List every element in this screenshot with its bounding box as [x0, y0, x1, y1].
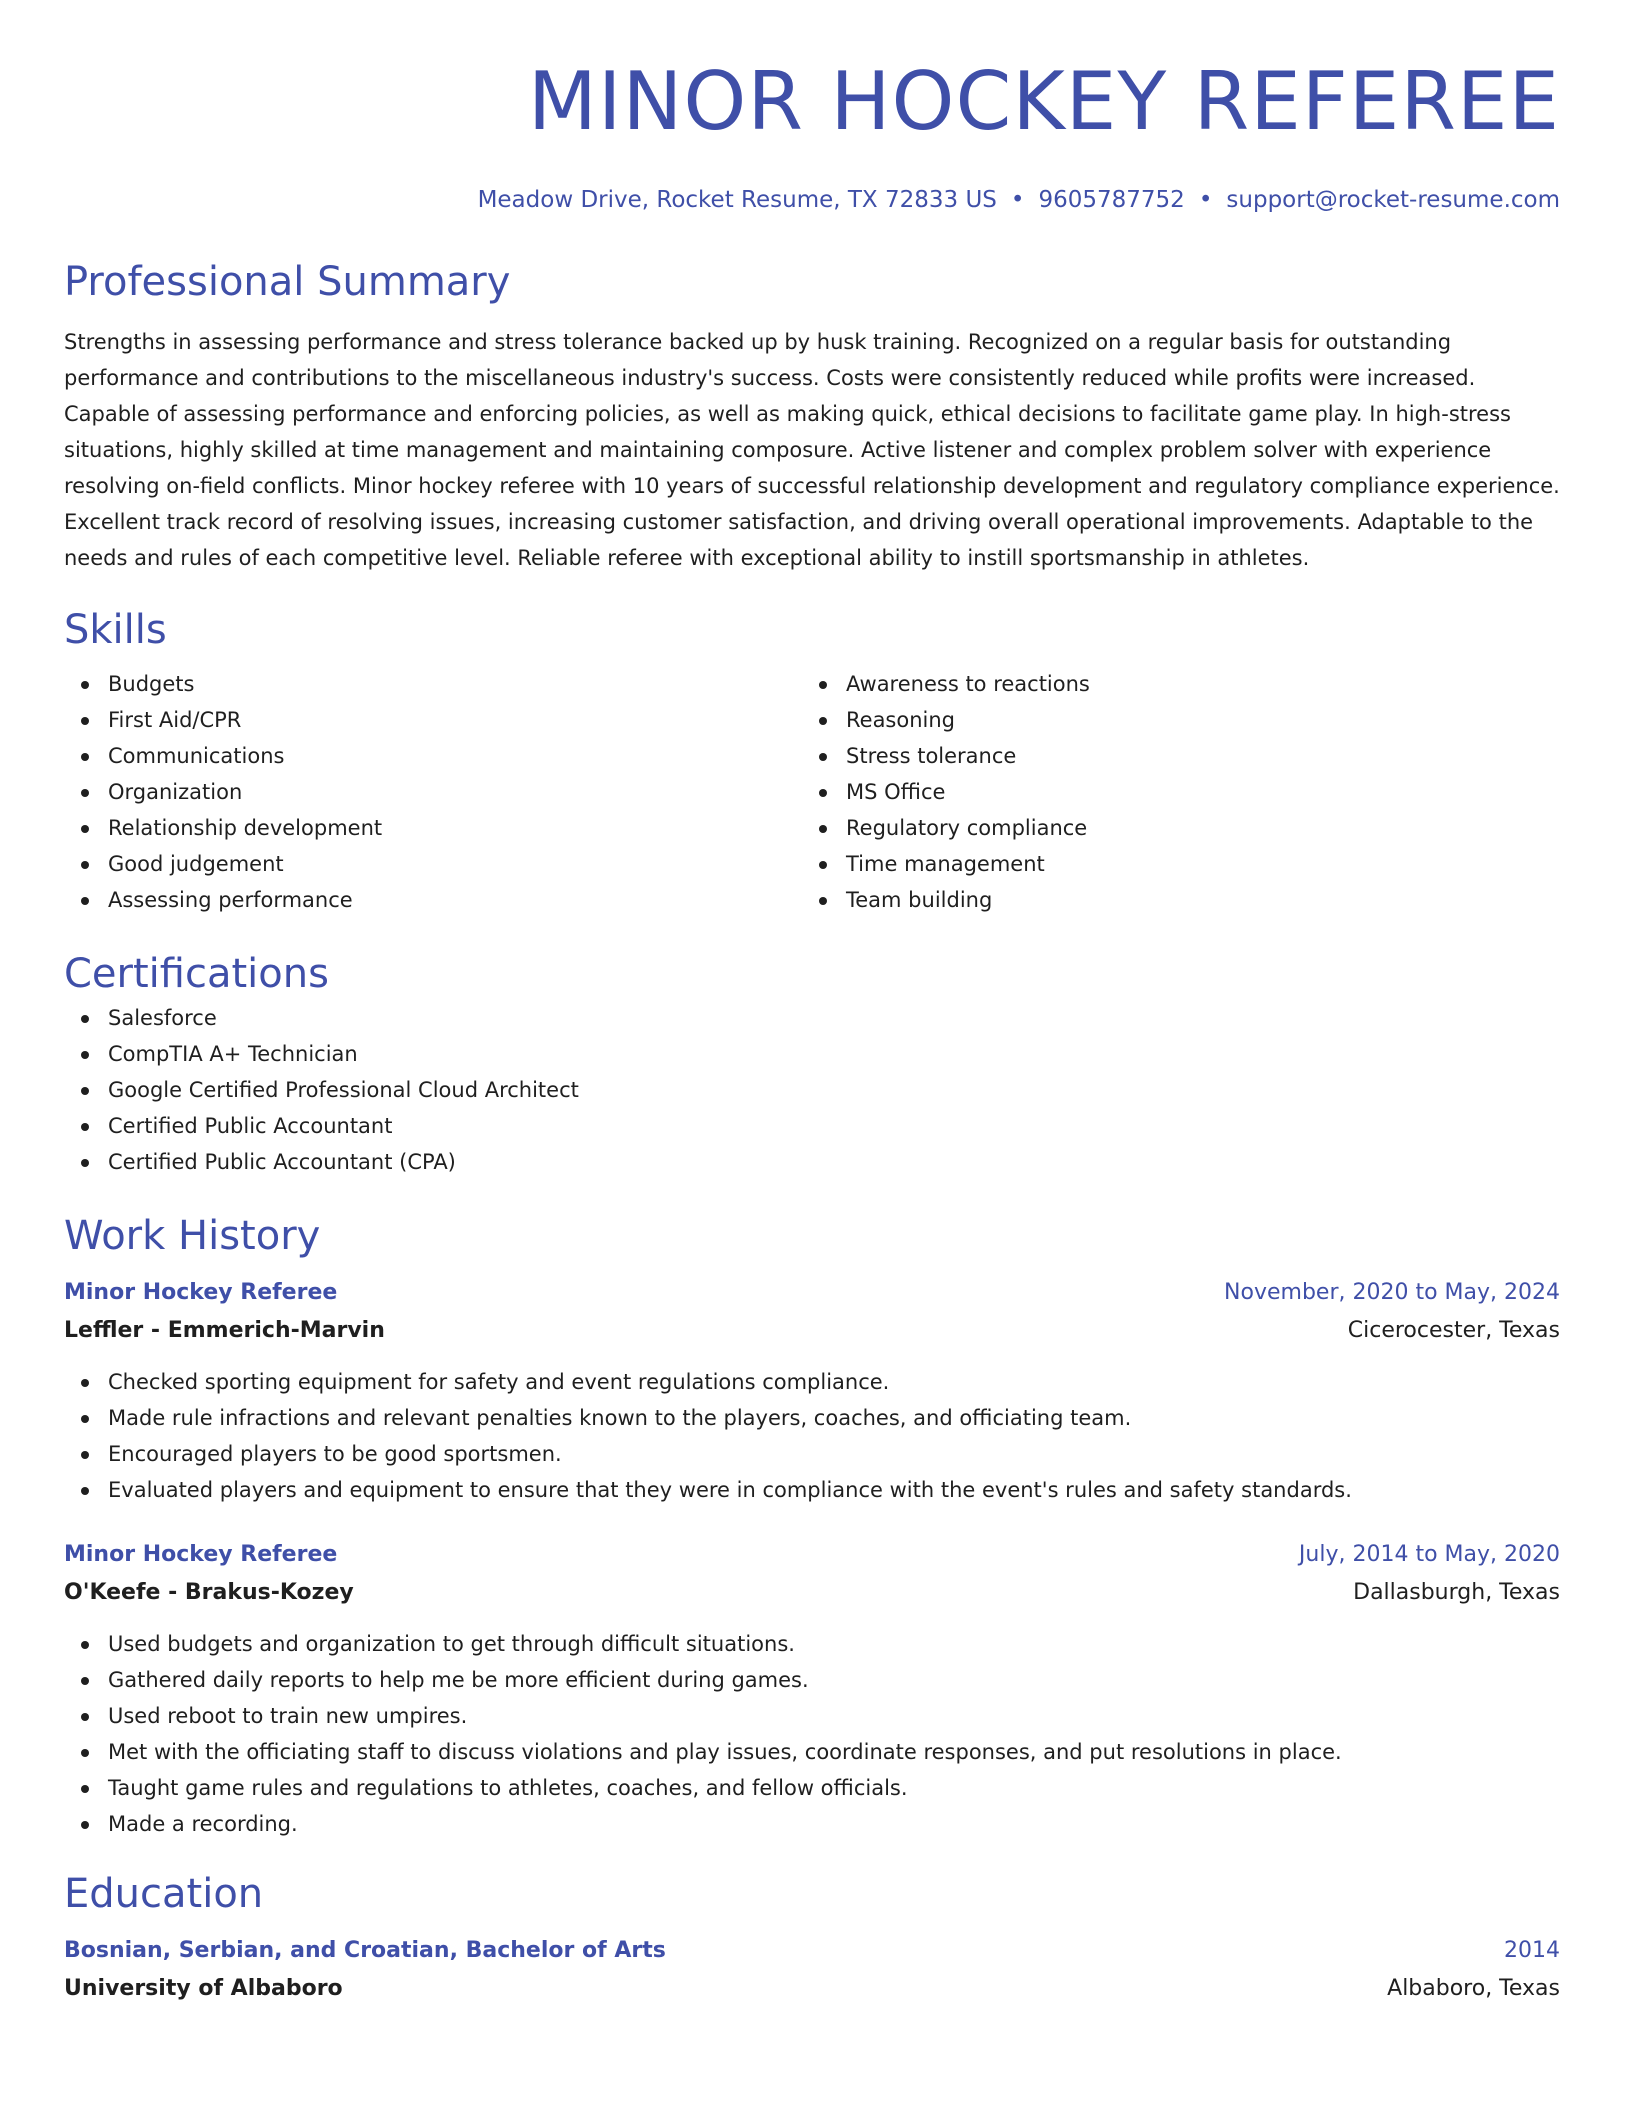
education-location: Albaboro, Texas — [1387, 1976, 1560, 2001]
certification-item: Google Certified Professional Cloud Architect — [64, 1072, 1560, 1108]
skill-item: Awareness to reactions — [802, 666, 1540, 702]
job-duty-item: Made rule infractions and relevant penalties known to the players, coaches, and officiating team. — [64, 1400, 1560, 1436]
job-location: Dallasburgh, Texas — [1353, 1580, 1560, 1605]
job-duty-item: Met with the officiating staff to discuss violations and play issues, coordinate responses, and put resolutions in place. — [64, 1734, 1560, 1770]
section-title-work-history: Work History — [64, 1213, 321, 1259]
skills-grid — [64, 666, 1560, 918]
skill-item: Communications — [64, 738, 802, 774]
skill-item: Organization — [64, 774, 802, 810]
job-company: O'Keefe - Brakus-Kozey — [64, 1580, 354, 1605]
education-year: 2014 — [1504, 1938, 1560, 1963]
section-title-certifications: Certifications — [64, 951, 329, 997]
education-header-row — [64, 1932, 1560, 1970]
job-header-row — [64, 1536, 1560, 1574]
resume-page — [64, 0, 1560, 2008]
contact-separator: • — [1010, 187, 1025, 213]
certification-item: Salesforce — [64, 1000, 1560, 1036]
certifications-list — [64, 1000, 1560, 1180]
job-entry — [64, 1274, 1560, 1508]
skills-list-right — [802, 666, 1540, 918]
skill-item: MS Office — [802, 774, 1540, 810]
certification-item: CompTIA A+ Technician — [64, 1036, 1560, 1072]
education-degree: Bosnian, Serbian, and Croatian, Bachelor of Arts — [64, 1938, 666, 1963]
job-role: Minor Hockey Referee — [64, 1542, 338, 1567]
skill-item: Regulatory compliance — [802, 810, 1540, 846]
job-dates: July, 2014 to May, 2020 — [1298, 1542, 1560, 1567]
job-duty-item: Encouraged players to be good sportsmen. — [64, 1436, 1560, 1472]
skill-item: Reasoning — [802, 702, 1540, 738]
job-duties-list — [64, 1364, 1560, 1508]
job-duties-list — [64, 1626, 1560, 1842]
education-school: University of Albaboro — [64, 1976, 343, 2001]
job-location: Cicerocester, Texas — [1347, 1318, 1560, 1343]
skill-item: Assessing performance — [64, 882, 802, 918]
education-school-row — [64, 1970, 1560, 2008]
summary-text: Strengths in assessing performance and stress tolerance backed up by husk training. Recognized on a regular basis for outstanding performance and contributions to the miscellaneous industry's success. Costs were consistently reduced while profits were increased. Capable of assessing performance and enforcing policies, as well as making quick, ethical decisions to facilitate game play. In high-stress situations, highly skilled at time management and maintaining composure. Active listener and complex problem solver with experience resolving on-field conflicts. Minor hockey referee with 10 years of successful relationship development and regulatory compliance experience. Excellent track record of resolving issues, increasing customer satisfaction, and driving overall operational improvements. Adaptable to the needs and rules of each competitive level. Reliable referee with exceptional ability to instill sportsmanship in athletes. — [64, 330, 1560, 570]
job-duty-item: Used reboot to train new umpires. — [64, 1698, 1560, 1734]
skill-item: Budgets — [64, 666, 802, 702]
skill-item: Time management — [802, 846, 1540, 882]
candidate-name: MINOR HOCKEY REFEREE — [527, 55, 1560, 148]
contact-email[interactable]: support@rocket-resume.com — [1226, 187, 1560, 213]
job-dates: November, 2020 to May, 2024 — [1224, 1280, 1560, 1305]
contact-phone: 9605787752 — [1038, 187, 1185, 213]
skill-item: Stress tolerance — [802, 738, 1540, 774]
certification-item: Certified Public Accountant (CPA) — [64, 1144, 1560, 1180]
skill-item: Good judgement — [64, 846, 802, 882]
job-duty-item: Taught game rules and regulations to athletes, coaches, and fellow officials. — [64, 1770, 1560, 1806]
education-entry — [64, 1932, 1560, 2008]
section-title-education: Education — [64, 1871, 264, 1917]
job-duty-item: Used budgets and organization to get through difficult situations. — [64, 1626, 1560, 1662]
job-company-row — [64, 1574, 1560, 1612]
job-duty-item: Evaluated players and equipment to ensure that they were in compliance with the event's rules and safety standards. — [64, 1472, 1560, 1508]
contact-separator: • — [1198, 187, 1213, 213]
skill-item: First Aid/CPR — [64, 702, 802, 738]
skills-list-left — [64, 666, 802, 918]
contact-address: Meadow Drive, Rocket Resume, TX 72833 US — [477, 187, 997, 213]
job-duty-item: Made a recording. — [64, 1806, 1560, 1842]
job-header-row — [64, 1274, 1560, 1312]
job-entry — [64, 1536, 1560, 1842]
skill-item: Team building — [802, 882, 1540, 918]
contact-line — [64, 184, 1560, 216]
job-duty-item: Gathered daily reports to help me be more efficient during games. — [64, 1662, 1560, 1698]
job-role: Minor Hockey Referee — [64, 1280, 338, 1305]
certification-item: Certified Public Accountant — [64, 1108, 1560, 1144]
job-company-row — [64, 1312, 1560, 1350]
job-duty-item: Checked sporting equipment for safety and event regulations compliance. — [64, 1364, 1560, 1400]
job-company: Leffler - Emmerich-Marvin — [64, 1318, 385, 1343]
section-title-skills: Skills — [64, 607, 167, 653]
skill-item: Relationship development — [64, 810, 802, 846]
section-title-summary: Professional Summary — [64, 259, 511, 305]
